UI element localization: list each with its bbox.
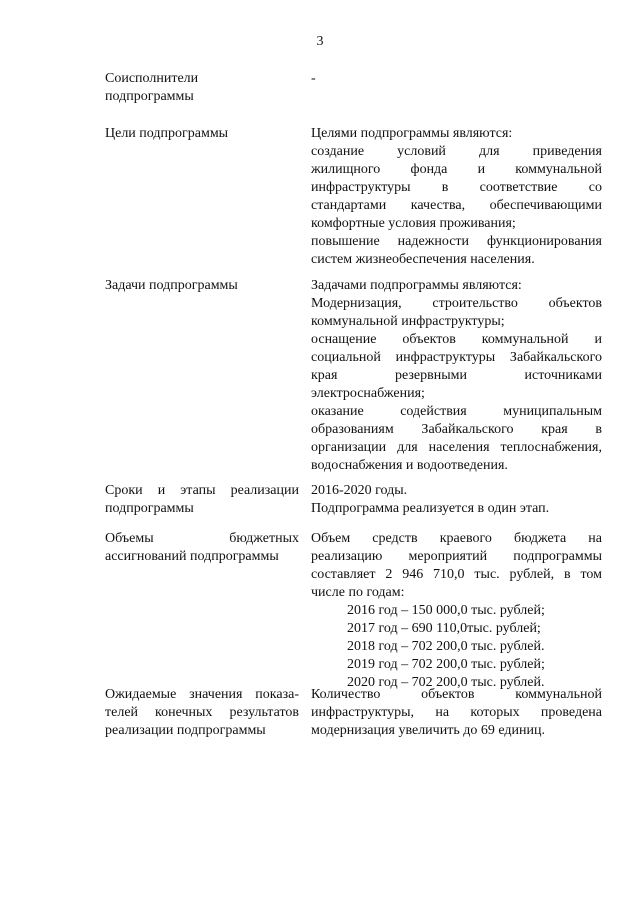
year-line: 2017 год – 690 110,0тыс. рублей; — [347, 621, 541, 636]
value-line: реализацию мероприятий подпрограммы — [311, 549, 602, 564]
label-line: подпрограммы — [105, 501, 194, 516]
value-line: инфраструктуры, на которых проведена — [311, 705, 602, 720]
year-line: 2016 год – 150 000,0 тыс. рублей; — [347, 603, 545, 618]
value-line: - — [311, 71, 316, 86]
label-line: подпрограммы — [105, 89, 194, 104]
row-value — [311, 686, 602, 740]
label-line: реализации подпрограммы — [105, 723, 266, 738]
year-line: 2020 год – 702 200,0 тыс. рублей. — [347, 675, 545, 690]
row-value — [311, 125, 602, 269]
value-line: систем жизнеобеспечения населения. — [311, 252, 535, 267]
row-value — [311, 482, 602, 518]
value-line: модернизация увеличить до 69 единиц. — [311, 723, 545, 738]
row-value — [311, 530, 602, 692]
value-line: края резервными источниками — [311, 368, 602, 383]
label-line: телей конечных результатов — [105, 705, 299, 720]
row-label — [105, 482, 299, 518]
page-number: 3 — [316, 34, 324, 49]
year-line: 2019 год – 702 200,0 тыс. рублей; — [347, 657, 545, 672]
row-label — [105, 125, 299, 143]
value-line: числе по годам: — [311, 585, 405, 600]
label-line: Сроки и этапы реализации — [105, 483, 299, 498]
row-label — [105, 530, 299, 566]
value-line: составляет 2 946 710,0 тыс. рублей, в том — [311, 567, 602, 582]
row-value — [311, 277, 602, 475]
row-label — [105, 277, 299, 295]
value-line: 2016-2020 годы. — [311, 483, 408, 498]
label-line: Объемы бюджетных — [105, 531, 299, 546]
label-line: Соисполнители — [105, 71, 199, 86]
value-line: повышение надежности функционирования — [311, 234, 602, 249]
value-line: Модернизация, строительство объектов — [311, 296, 602, 311]
value-line: комфортные условия проживания; — [311, 216, 516, 231]
value-line: жилищного фонда и коммунальной — [311, 162, 602, 177]
value-line: Подпрограмма реализуется в один этап. — [311, 501, 550, 516]
label-line: ассигнований подпрограммы — [105, 549, 279, 564]
row-value — [311, 70, 602, 88]
value-line: социальной инфраструктуры Забайкальского — [311, 350, 602, 365]
value-line: образованиям Забайкальского края в — [311, 422, 602, 437]
row-label — [105, 70, 299, 106]
value-line: Задачами подпрограммы являются: — [311, 278, 522, 293]
value-line: Целями подпрограммы являются: — [311, 126, 513, 141]
value-line: Количество объектов коммунальной — [311, 687, 602, 702]
row-label — [105, 686, 299, 740]
label-line: Ожидаемые значения показа- — [105, 687, 299, 702]
value-line: организации для населения теплоснабжения, — [311, 440, 602, 455]
value-line: стандартами качества, обеспечивающими — [311, 198, 602, 213]
value-line: электроснабжения; — [311, 386, 425, 401]
label-line: Цели подпрограммы — [105, 126, 229, 141]
value-line: оснащение объектов коммунальной и — [311, 332, 602, 347]
value-line: оказание содействия муниципальным — [311, 404, 602, 419]
value-line: коммунальной инфраструктуры; — [311, 314, 505, 329]
year-line: 2018 год – 702 200,0 тыс. рублей. — [347, 639, 545, 654]
value-line: водоснабжения и водоотведения. — [311, 458, 508, 473]
value-line: Объем средств краевого бюджета на — [311, 531, 602, 546]
label-line: Задачи подпрограммы — [105, 278, 238, 293]
value-line: инфраструктуры в соответствие со — [311, 180, 602, 195]
value-line: создание условий для приведения — [311, 144, 602, 159]
